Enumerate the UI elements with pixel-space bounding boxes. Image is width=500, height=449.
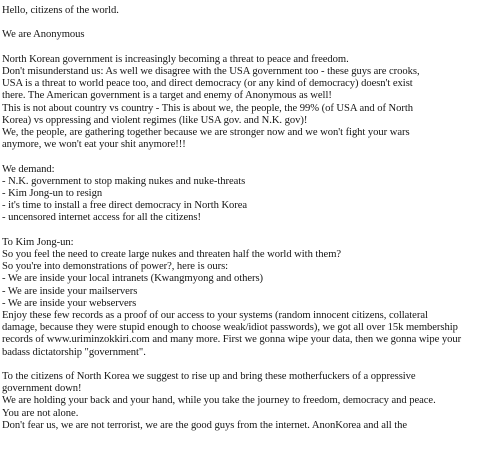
list-item: - We are inside your local intranets (Kwangmyong and others) bbox=[2, 273, 264, 285]
text-line: Korea) vs oppressing and violent regimes (like USA gov. and N.K. gov)! bbox=[2, 114, 308, 126]
intro bbox=[2, 29, 492, 41]
paragraph-demands bbox=[2, 164, 492, 225]
text-line: USA is a threat to world peace too, and direct democracy (or any kind of democracy) doesn't exist bbox=[2, 78, 413, 90]
greeting bbox=[2, 5, 492, 17]
text-line: Enjoy these few records as a proof of our access to your systems (random innocent citizens, collateral bbox=[2, 310, 428, 322]
text-line: We, the people, are gathering together because we are stronger now and we won't fight your wars bbox=[2, 127, 410, 138]
paragraph-kim bbox=[2, 237, 492, 359]
kim-heading: To Kim Jong-un: bbox=[2, 236, 74, 248]
text-line: damage, because they were stupid enough to choose weak/idiot passwords), we got all over 15k membership bbox=[2, 322, 458, 334]
demand-item: - Kim Jong-un to resign bbox=[2, 188, 103, 199]
text-line: there. The American government is a target and enemy of Anonymous as well! bbox=[2, 90, 332, 102]
demands-heading: We demand: bbox=[2, 163, 55, 175]
document-body bbox=[2, 5, 492, 444]
text-line: Don't misunderstand us: As well we disagree with the USA government too - these guys are crooks, bbox=[2, 65, 420, 77]
text-line: Don't fear us, we are not terrorist, we are the good guys from the internet. AnonKorea and all the bbox=[2, 419, 408, 431]
demand-item: - N.K. government to stop making nukes and nuke-threats bbox=[2, 175, 246, 187]
text-line: records of www.uriminzokkiri.com and many more. First we gonna wipe your data, then we gonna wipe your bbox=[2, 334, 462, 346]
intro-line: We are Anonymous bbox=[2, 29, 85, 41]
text-line: anymore, we won't eat your shit anymore!!! bbox=[2, 139, 186, 151]
text-line: badass dictatorship "government". bbox=[2, 346, 146, 358]
text-line: So you're into demonstrations of power?, here is ours: bbox=[2, 261, 229, 273]
text-line: You are not alone. bbox=[2, 407, 79, 419]
paragraph-citizens bbox=[2, 371, 492, 432]
list-item: - We are inside your webservers bbox=[2, 297, 137, 309]
text-line: North Korean government is increasingly becoming a threat to peace and freedom. bbox=[2, 53, 349, 65]
paragraph-threat bbox=[2, 54, 492, 152]
text-line: So you feel the need to create large nukes and threaten half the world with them? bbox=[2, 249, 342, 260]
text-line: This is not about country vs country - This is about we, the people, the 99% (of USA and of North bbox=[2, 102, 413, 114]
text-line: To the citizens of North Korea we suggest to rise up and bring these motherfuckers of a oppressive bbox=[2, 371, 416, 383]
demand-item: - it's time to install a free direct democracy in North Korea bbox=[2, 200, 248, 212]
list-item: - We are inside your mailservers bbox=[2, 285, 138, 297]
greeting-line: Hello, citizens of the world. bbox=[2, 5, 119, 16]
demand-item: - uncensored internet access for all the citizens! bbox=[2, 212, 201, 224]
text-line: We are holding your back and your hand, while you take the journey to freedom, democracy and peace. bbox=[2, 395, 436, 407]
text-line: government down! bbox=[2, 383, 82, 395]
